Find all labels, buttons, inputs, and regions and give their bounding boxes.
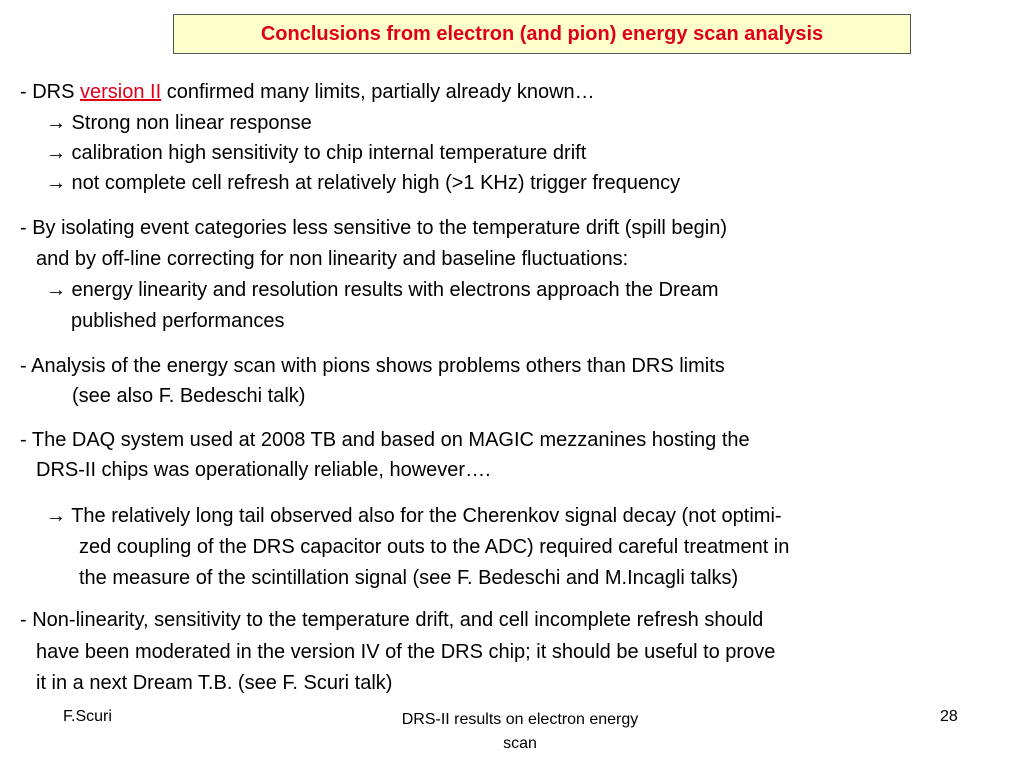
sub-bullet-refresh: → not complete cell refresh at relatively high (>1 KHz) trigger frequency	[46, 172, 681, 194]
bullet-daq: - The DAQ system used at 2008 TB and based on MAGIC mezzanines hosting the	[20, 429, 750, 451]
bullet-drs-version	[20, 80, 595, 104]
bullet-daq-cont: DRS-II chips was operationally reliable, however….	[36, 459, 491, 481]
bullet-nonlinearity-cont2: it in a next Dream T.B. (see F. Scuri talk)	[36, 672, 393, 694]
slide-title: Conclusions from electron (and pion) energy scan analysis	[173, 14, 911, 54]
bullet-isolating: - By isolating event categories less sensitive to the temperature drift (spill begin)	[20, 217, 728, 239]
sub-bullet-linearity: → energy linearity and resolution results with electrons approach the Dream	[46, 279, 719, 301]
version-link[interactable]: version II	[80, 81, 162, 103]
footer-page-number: 28	[940, 708, 958, 725]
bullet-suffix: confirmed many limits, partially already known…	[161, 81, 595, 103]
sub-bullet-tail-cont1: zed coupling of the DRS capacitor outs to the ADC) required careful treatment in	[79, 536, 790, 558]
bullet-nonlinearity-cont1: have been moderated in the version IV of the DRS chip; it should be useful to prove	[36, 641, 776, 663]
footer-author: F.Scuri	[63, 708, 112, 725]
footer-title-line2: scan	[503, 735, 537, 752]
bullet-isolating-cont: and by off-line correcting for non linearity and baseline fluctuations:	[36, 248, 629, 270]
bullet-prefix: - DRS	[20, 81, 80, 103]
bullet-nonlinearity: - Non-linearity, sensitivity to the temperature drift, and cell incomplete refresh should	[20, 609, 764, 631]
sub-bullet-tail-cont2: the measure of the scintillation signal (see F. Bedeschi and M.Incagli talks)	[79, 567, 739, 589]
sub-bullet-linearity-cont: published performances	[71, 310, 285, 332]
sub-bullet-tail: → The relatively long tail observed also for the Cherenkov signal decay (not optimi-	[46, 505, 782, 527]
sub-bullet-nonlinear: → Strong non linear response	[46, 112, 312, 134]
footer-title	[335, 708, 705, 756]
bullet-pions: - Analysis of the energy scan with pions shows problems others than DRS limits	[20, 355, 725, 377]
footer-title-line1: DRS-II results on electron energy	[401, 711, 639, 728]
bullet-pions-cont: (see also F. Bedeschi talk)	[72, 385, 306, 407]
sub-bullet-calibration: → calibration high sensitivity to chip internal temperature drift	[46, 142, 587, 164]
